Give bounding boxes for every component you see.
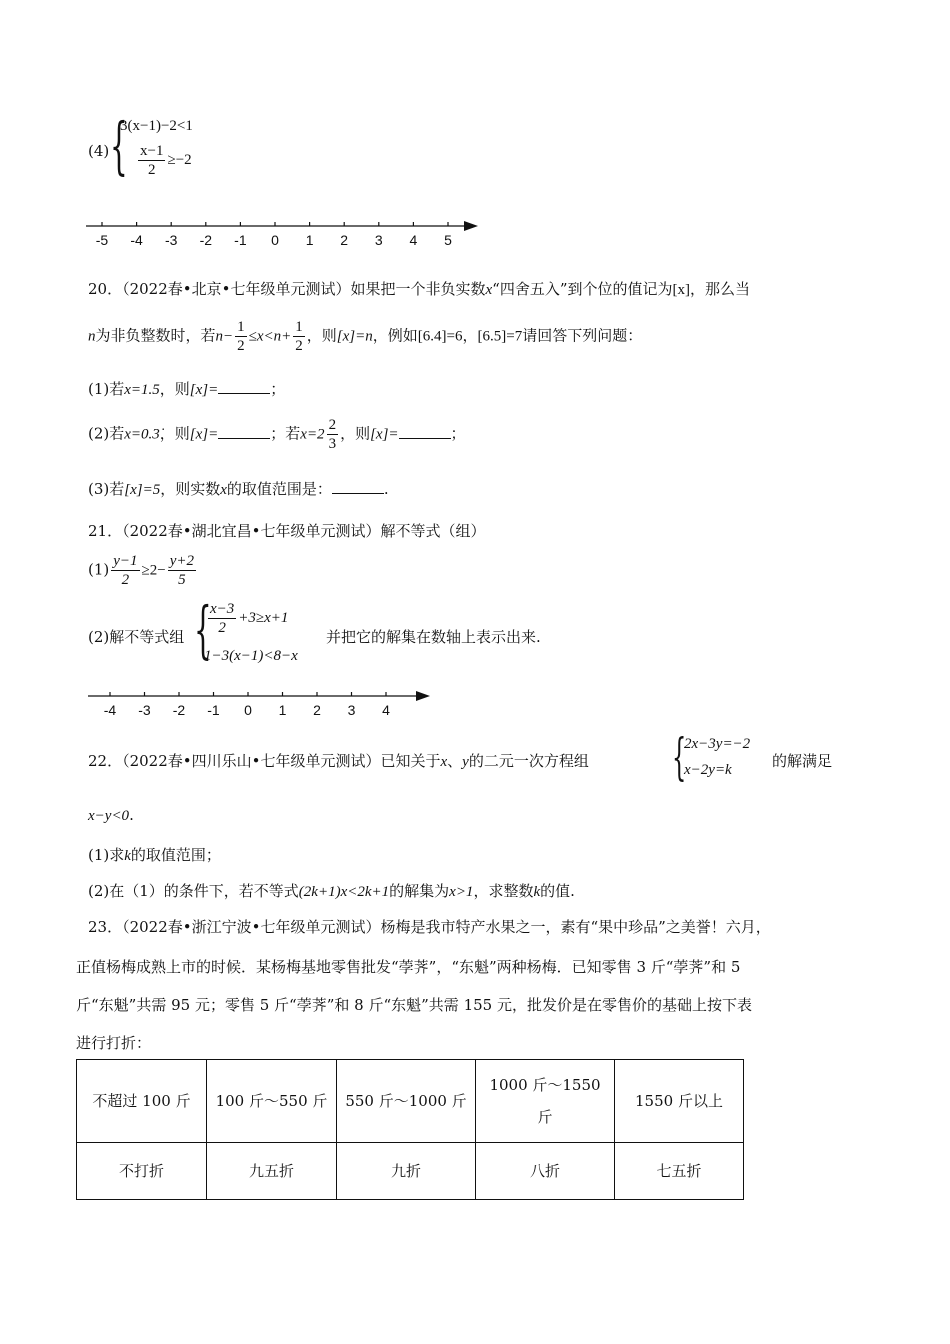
system-brace: { — [672, 728, 687, 786]
tick-label: 0 — [271, 232, 279, 248]
tick-label: 5 — [444, 232, 452, 248]
tick-label: -3 — [164, 232, 178, 248]
tick-label: -1 — [234, 232, 247, 248]
table-row — [77, 1060, 744, 1143]
q23-line4: 进行打折： — [76, 1034, 152, 1052]
answer-blank[interactable] — [218, 379, 270, 394]
answer-blank[interactable] — [218, 424, 270, 439]
q20-source: （2022春•北京•七年级单元测试） — [122, 280, 351, 298]
tick-label: -4 — [103, 702, 117, 718]
tick-label: 0 — [244, 702, 252, 718]
q22-source: （2022春•四川乐山•七年级单元测试） — [122, 752, 381, 770]
tick-label: 2 — [313, 702, 321, 718]
tick-label: 2 — [340, 232, 349, 248]
q20-part1: (1)若x=1.5，则[x]= ； — [88, 380, 286, 398]
q21-source: （2022春•湖北宜昌•七年级单元测试） — [122, 522, 381, 540]
tick-label: 1 — [305, 232, 314, 248]
q23-source: （2022春•浙江宁波•七年级单元测试） — [122, 918, 381, 936]
tick-label: 1 — [278, 702, 287, 718]
q20-line1: 20．（2022春•北京•七年级单元测试）如果把一个非负实数x“四舍五入”到个位的值记为[x]，那么当 — [88, 280, 751, 298]
discount-table — [76, 1059, 744, 1200]
q20-part3: (3)若[x]=5，则实数x的取值范围是： . — [88, 480, 389, 498]
table-row — [77, 1143, 744, 1200]
table-cell: 九折 — [337, 1143, 476, 1200]
q22-line1: 22．（2022春•四川乐山•七年级单元测试）已知关于x、y的二元一次方程组 { 2x−3y=−2 x−2y=k 的解满足 — [88, 728, 833, 786]
table-cell: 九五折 — [207, 1143, 337, 1200]
q19-ineq2: $\frac{x-1}{2}$ ≥−2 — [140, 143, 192, 178]
table-cell: 1550 斤以上 — [615, 1060, 744, 1143]
q22-part1: (1)求k的取值范围； — [88, 846, 221, 864]
answer-blank[interactable] — [332, 479, 384, 494]
system-brace: { — [110, 109, 128, 182]
tick-label: 3 — [347, 702, 356, 718]
number-line-1 — [84, 214, 484, 248]
table-cell: 1000 斤～1550 斤 — [476, 1060, 615, 1143]
table-cell: 八折 — [476, 1143, 615, 1200]
table-cell: 550 斤～1000 斤 — [337, 1060, 476, 1143]
table-cell: 不超过 100 斤 — [77, 1060, 207, 1143]
system-brace: { — [194, 593, 212, 666]
table-cell: 七五折 — [615, 1143, 744, 1200]
q21-line1: 21．（2022春•湖北宜昌•七年级单元测试）解不等式（组） — [88, 522, 486, 540]
q21-part2: (2)解不等式组 { $\frac{x-3}{2}$ +3≥x+1 1−3(x−1)<8−x 并把它的解集在数轴上表示出来. — [88, 593, 541, 666]
tick-label: -5 — [95, 232, 109, 248]
table-cell: 不打折 — [77, 1143, 207, 1200]
tick-label: 3 — [374, 232, 383, 248]
tick-label: -1 — [207, 702, 220, 718]
q19-ineq1: 3(x−1)−2<1 — [120, 118, 193, 134]
tick-label: -4 — [130, 232, 143, 248]
q20-part2: (2)若x=0.3̇，则[x]= ；若x=2 $\frac{2}{3}$ ，则[x]= ； — [88, 417, 466, 452]
q23-line1: 23．（2022春•浙江宁波•七年级单元测试）杨梅是我市特产水果之一，素有“果中珍品”之美誉！六月， — [88, 918, 771, 936]
table-cell: 100 斤～550 斤 — [207, 1060, 337, 1143]
q22-condition: x−y<0. — [88, 806, 134, 824]
tick-label: 4 — [382, 702, 390, 718]
tick-label: -2 — [199, 232, 213, 248]
q23-line2: 正值杨梅成熟上市的时候．某杨梅基地零售批发“荸荠”，“东魁”两种杨梅．已知零售 3 斤“荸荠”和 5 — [76, 958, 741, 976]
q22-part2: (2)在（1）的条件下，若不等式(2k+1)x<2k+1的解集为x>1，求整数k的值. — [88, 882, 575, 900]
tick-label: -2 — [172, 702, 186, 718]
answer-blank[interactable] — [399, 424, 451, 439]
number-line-2 — [86, 684, 436, 718]
q23-line3: 斤“东魁”共需 95 元；零售 5 斤“荸荠”和 8 斤“东魁”共需 155 元，批发价是在零售价的基础上按下表 — [76, 996, 752, 1014]
q19-part4-label: (4) — [88, 142, 110, 160]
tick-label: 4 — [409, 232, 418, 248]
tick-label: -3 — [138, 702, 151, 718]
q20-line2: n为非负整数时，若n− $\frac{1}{2}$ ≤x<n+ $\frac{1}{2}$ ，则[x]=n，例如[6.4]=6，[6.5]=7请回答下列问题： — [88, 319, 643, 354]
q21-part1: (1) $\frac{y-1}{2}$ ≥2− $\frac{y+2}{5}$ — [88, 553, 195, 588]
